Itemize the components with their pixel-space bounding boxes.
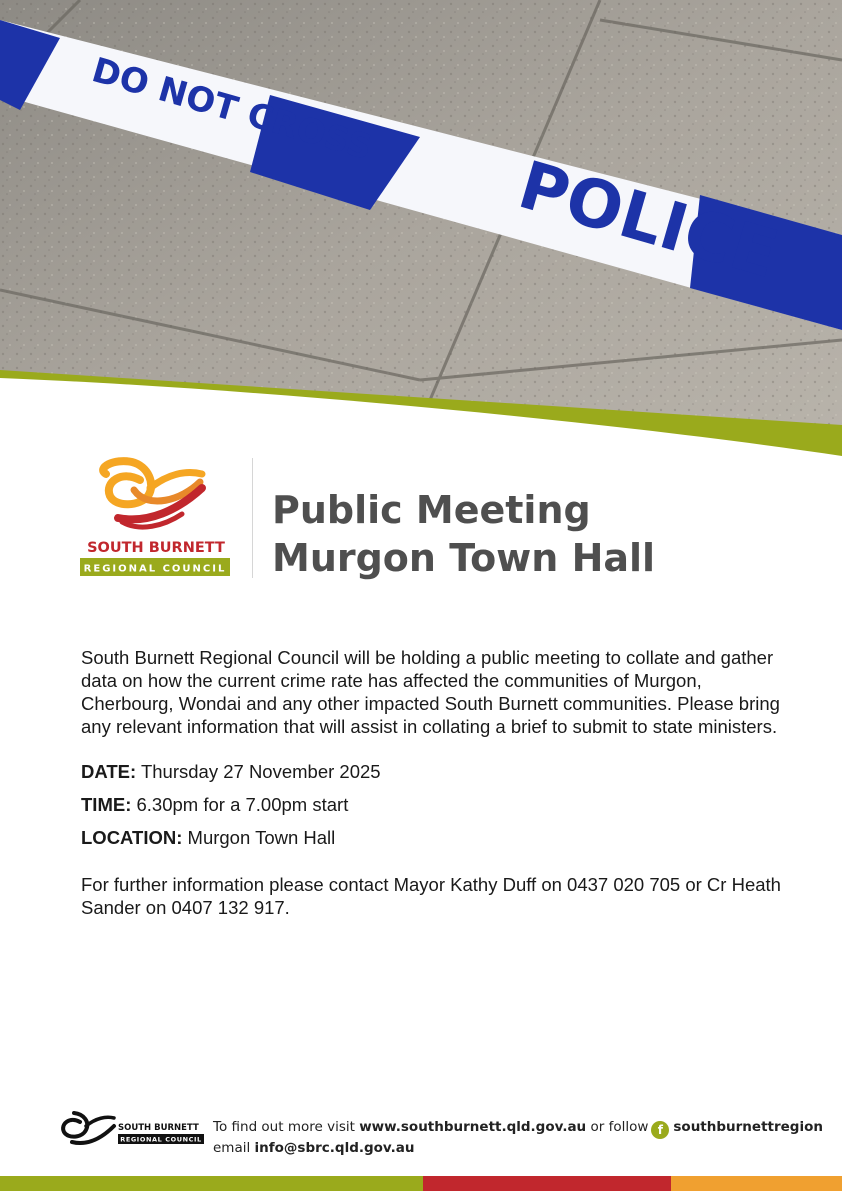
footer-visit-line <box>213 1118 823 1139</box>
detail-location-label: LOCATION: <box>81 827 183 848</box>
footer-logo-line2: REGIONAL COUNCIL <box>120 1135 202 1144</box>
footer-social-handle[interactable]: southburnettregion <box>673 1119 823 1135</box>
footer-visit-prefix: To find out more visit <box>213 1119 355 1135</box>
tape-text-large: POLICE <box>510 146 787 294</box>
detail-date-label: DATE: <box>81 761 137 782</box>
title-line-1: Public Meeting <box>272 488 591 532</box>
title-line-2: Murgon Town Hall <box>272 536 656 580</box>
detail-date-value: Thursday 27 November 2025 <box>140 761 381 782</box>
detail-time-value: 6.30pm for a 7.00pm start <box>136 794 349 815</box>
footer-logo-line1: SOUTH BURNETT <box>118 1123 199 1133</box>
detail-time-label: TIME: <box>81 794 132 815</box>
intro-paragraph: South Burnett Regional Council will be holding a public meeting to collate and gather data on how the current crime rate has affected the communities of Murgon, Cherbourg, Wondai and any other impacted South Burnett communities. Please bring any relevant information that will assist in collating a brief to submit to state ministers. <box>81 647 780 737</box>
council-logo <box>78 452 234 582</box>
detail-date <box>81 760 781 783</box>
footer-email-prefix: email <box>213 1140 251 1156</box>
footer-follow-text: or follow <box>590 1119 649 1135</box>
detail-location <box>81 826 781 849</box>
footer-bar-orange <box>671 1176 842 1191</box>
footer-color-bar <box>0 1176 842 1191</box>
footer-email-line <box>213 1139 823 1158</box>
hero-photo <box>0 0 842 460</box>
footer-website-link[interactable]: www.southburnett.qld.gov.au <box>359 1119 587 1135</box>
detail-time <box>81 793 781 816</box>
footer-bar-green <box>0 1176 423 1191</box>
footer-logo <box>58 1108 208 1148</box>
swirl-icon <box>103 461 202 527</box>
header-divider <box>252 458 253 578</box>
meeting-details <box>81 646 781 919</box>
detail-location-value: Murgon Town Hall <box>187 827 336 848</box>
footer-bar-red <box>423 1176 671 1191</box>
footer-contact <box>213 1118 823 1158</box>
tape-text-small: DO NOT CROSS <box>87 50 377 169</box>
facebook-icon[interactable]: f <box>651 1121 669 1139</box>
contact-paragraph: For further information please contact Mayor Kathy Duff on 0437 020 705 or Cr Heath Sander on 0407 132 917. <box>81 874 781 918</box>
page-title <box>272 486 655 582</box>
logo-name-line1: SOUTH BURNETT <box>87 540 225 556</box>
logo-name-line2: REGIONAL COUNCIL <box>83 563 227 575</box>
footer-swirl-icon <box>63 1113 114 1143</box>
footer-email-link[interactable]: info@sbrc.qld.gov.au <box>254 1140 415 1156</box>
